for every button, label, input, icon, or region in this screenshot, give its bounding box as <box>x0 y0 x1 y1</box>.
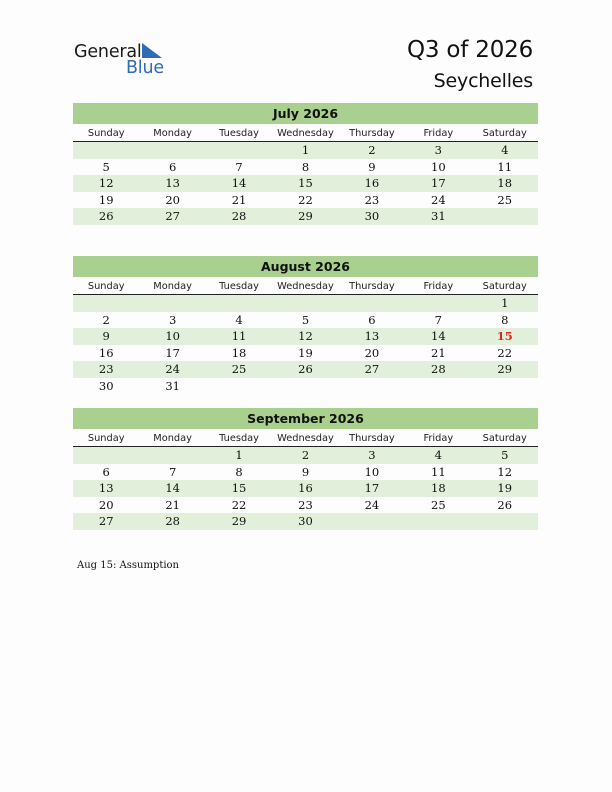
week-row <box>73 361 538 378</box>
weekday-label: Monday <box>153 128 192 139</box>
day-cell: 24 <box>364 497 380 512</box>
day-cell: 22 <box>497 345 513 360</box>
day-cell <box>272 378 338 395</box>
day-cell: 17 <box>165 345 180 360</box>
day-cell: 12 <box>298 329 313 343</box>
day-cell: 14 <box>165 481 180 495</box>
day-cell: 4 <box>501 143 509 157</box>
day-cell <box>405 378 471 395</box>
month-header: August 2026 <box>73 256 538 277</box>
weekday-label: Sunday <box>87 433 125 444</box>
day-cell <box>139 295 205 312</box>
day-cell: 25 <box>231 362 247 376</box>
weekday-label: Friday <box>423 128 454 139</box>
week-row <box>73 295 538 312</box>
day-cell: 8 <box>235 464 243 479</box>
page-subtitle: Seychelles <box>433 70 533 92</box>
day-cell: 23 <box>98 362 114 376</box>
day-cell: 31 <box>431 209 446 223</box>
day-cell <box>339 378 405 395</box>
day-cell <box>405 513 471 530</box>
holiday-note: Aug 15: Assumption <box>77 560 180 571</box>
day-cell: 8 <box>501 312 509 327</box>
day-cell: 31 <box>165 378 180 393</box>
day-cell: 7 <box>235 159 243 174</box>
day-cell: 25 <box>431 497 446 512</box>
weekday-label: Wednesday <box>277 281 334 292</box>
weekday-label: Thursday <box>349 128 395 139</box>
day-cell: 22 <box>298 192 313 207</box>
day-cell: 22 <box>231 497 247 512</box>
week-row <box>73 192 538 209</box>
day-cell: 25 <box>497 192 513 207</box>
week-row <box>73 447 538 464</box>
day-cell: 10 <box>165 329 180 343</box>
week-row <box>73 378 538 395</box>
day-cell <box>73 447 139 464</box>
day-cell: 3 <box>168 312 177 327</box>
day-cell: 20 <box>364 345 380 360</box>
day-cell <box>206 378 272 395</box>
week-row <box>73 345 538 362</box>
day-cell: 11 <box>231 329 247 343</box>
day-cell: 11 <box>497 159 513 174</box>
day-cell <box>272 295 338 312</box>
day-cell <box>472 378 538 395</box>
day-cell: 6 <box>368 312 376 327</box>
month-header: July 2026 <box>73 103 538 124</box>
weekday-label: Tuesday <box>219 128 259 139</box>
day-cell: 21 <box>431 345 446 360</box>
day-cell <box>73 142 139 159</box>
day-cell: 2 <box>301 448 310 462</box>
day-cell: 9 <box>301 464 310 479</box>
weekday-label: Tuesday <box>219 281 259 292</box>
day-cell: 16 <box>364 176 380 190</box>
weekday-label: Monday <box>153 281 192 292</box>
week-row <box>73 142 538 159</box>
weekday-label: Saturday <box>482 433 527 444</box>
day-cell <box>206 295 272 312</box>
day-cell: 9 <box>102 329 110 343</box>
month-august <box>73 256 538 394</box>
day-cell: 30 <box>298 514 313 528</box>
brand-word-blue: Blue <box>126 58 164 78</box>
week-row <box>73 312 538 329</box>
day-cell: 8 <box>301 159 310 174</box>
day-cell: 19 <box>98 192 114 207</box>
day-cell: 1 <box>301 143 310 157</box>
day-cell: 17 <box>431 176 446 190</box>
weekday-label: Saturday <box>482 281 527 292</box>
weekday-label: Sunday <box>87 281 125 292</box>
day-cell: 26 <box>497 497 513 512</box>
day-cell: 15 <box>298 176 313 190</box>
day-cell: 28 <box>431 362 446 376</box>
day-cell: 26 <box>98 209 114 223</box>
day-cell: 27 <box>98 514 114 528</box>
day-cell <box>472 513 538 530</box>
week-row <box>73 159 538 176</box>
day-cell <box>339 295 405 312</box>
month-july <box>73 103 538 225</box>
week-row <box>73 175 538 192</box>
day-cell: 9 <box>368 159 376 174</box>
day-cell: 21 <box>231 192 247 207</box>
day-cell: 13 <box>98 481 114 495</box>
day-cell: 21 <box>165 497 180 512</box>
page-title: Q3 of 2026 <box>406 37 533 63</box>
day-cell: 13 <box>364 329 380 343</box>
day-cell: 11 <box>431 464 446 479</box>
weekday-label: Monday <box>153 433 192 444</box>
day-cell <box>73 295 139 312</box>
day-cell: 23 <box>364 192 380 207</box>
weekday-header-row <box>73 279 538 295</box>
weekday-label: Tuesday <box>219 433 259 444</box>
weekday-label: Saturday <box>482 128 527 139</box>
day-cell: 29 <box>231 514 247 528</box>
weekday-label: Friday <box>423 433 454 444</box>
day-cell: 28 <box>231 209 247 223</box>
day-cell: 14 <box>231 176 247 190</box>
day-cell: 4 <box>434 448 442 462</box>
day-cell: 14 <box>431 329 446 343</box>
day-cell: 1 <box>235 448 243 462</box>
day-cell: 27 <box>165 209 180 223</box>
day-cell: 2 <box>102 312 110 327</box>
day-cell: 4 <box>235 312 243 327</box>
day-cell <box>206 142 272 159</box>
day-cell: 19 <box>298 345 313 360</box>
day-cell: 5 <box>301 312 310 327</box>
day-cell: 29 <box>298 209 313 223</box>
day-cell: 1 <box>501 296 509 310</box>
day-cell: 3 <box>368 448 376 462</box>
day-cell: 29 <box>497 362 513 376</box>
day-cell: 24 <box>431 192 446 207</box>
month-header: September 2026 <box>73 408 538 429</box>
day-cell: 7 <box>434 312 442 327</box>
brand-word-general: General <box>74 42 142 62</box>
day-cell <box>139 447 205 464</box>
day-cell: 6 <box>168 159 177 174</box>
day-cell: 12 <box>497 464 513 479</box>
day-cell <box>139 142 205 159</box>
flag-icon <box>140 43 164 61</box>
day-cell: 2 <box>368 143 376 157</box>
day-cell: 18 <box>231 345 247 360</box>
day-cell <box>405 295 471 312</box>
day-cell: 19 <box>497 481 513 495</box>
day-cell: 5 <box>501 448 509 462</box>
week-row <box>73 328 538 345</box>
day-cell: 20 <box>165 192 180 207</box>
day-cell <box>472 208 538 225</box>
weekday-label: Wednesday <box>277 128 334 139</box>
holiday-notes <box>77 560 179 571</box>
day-cell <box>339 513 405 530</box>
day-cell: 20 <box>98 497 114 512</box>
day-cell: 23 <box>298 497 313 512</box>
day-cell: 3 <box>434 143 442 157</box>
day-cell: 30 <box>364 209 380 223</box>
week-row <box>73 464 538 481</box>
weekday-label: Thursday <box>349 433 395 444</box>
day-cell: 16 <box>98 345 114 360</box>
week-row <box>73 497 538 514</box>
day-cell: 24 <box>165 362 180 376</box>
day-cell: 6 <box>102 464 110 479</box>
weekday-label: Wednesday <box>277 433 334 444</box>
month-september <box>73 408 538 530</box>
day-cell: 16 <box>298 481 313 495</box>
day-cell: 5 <box>102 159 110 174</box>
day-cell: 7 <box>168 464 177 479</box>
day-cell: 15 <box>231 481 247 495</box>
day-cell: 10 <box>364 464 380 479</box>
weekday-label: Sunday <box>87 128 125 139</box>
week-row <box>73 208 538 225</box>
weekday-label: Thursday <box>349 281 395 292</box>
day-cell: 18 <box>431 481 446 495</box>
day-cell: 18 <box>497 176 513 190</box>
weekday-header-row <box>73 431 538 447</box>
day-cell: 12 <box>98 176 114 190</box>
day-cell: 17 <box>364 481 380 495</box>
brand-logo <box>74 42 174 78</box>
weekday-header-row <box>73 126 538 142</box>
day-cell: 13 <box>165 176 180 190</box>
weekday-label: Friday <box>423 281 454 292</box>
day-cell: 26 <box>298 362 313 376</box>
day-cell: 10 <box>431 159 446 174</box>
day-cell: 30 <box>98 378 114 393</box>
day-cell: 27 <box>364 362 380 376</box>
day-cell: 28 <box>165 514 180 528</box>
week-row <box>73 480 538 497</box>
holiday-day-cell: 15 <box>496 329 513 343</box>
week-row <box>73 513 538 530</box>
